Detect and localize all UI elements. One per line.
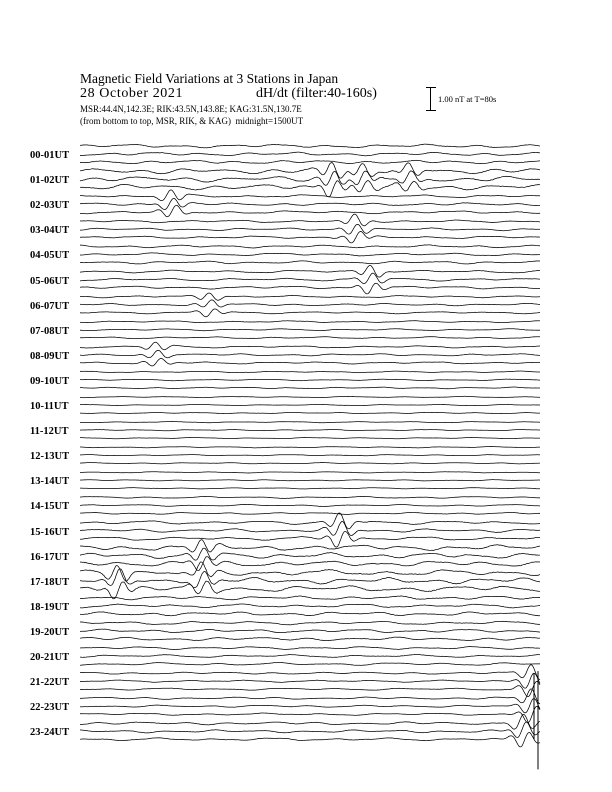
hour-label-18: 18-19UT [30,601,70,613]
trace-msr-12 [80,463,540,464]
trace-kag-3 [80,214,540,226]
trace-kag-19 [80,621,540,625]
trace-rik-12 [80,455,540,456]
trace-kag-5 [80,265,540,277]
hour-label-2: 02-03UT [30,200,70,212]
station-coordinates: MSR:44.4N,142.3E; RIK:43.5N,143.8E; KAG:31.5N,130.7E [80,104,302,114]
trace-kag-4 [80,245,540,248]
hour-label-10: 10-11UT [30,401,69,412]
trace-rik-20 [80,654,540,657]
trace-rik-6 [80,300,540,307]
trace-kag-15 [80,513,540,529]
trace-msr-7 [80,337,540,339]
trace-msr-0 [80,160,540,163]
trace-kag-10 [80,396,540,397]
trace-msr-21 [80,681,540,696]
trace-msr-10 [80,412,540,413]
stack-order-label: (from bottom to top, MSR, RIK, & KAG) [80,116,232,126]
trace-msr-14 [80,512,540,514]
trace-msr-16 [80,557,540,571]
trace-kag-13 [80,472,540,473]
hour-label-4: 04-05UT [30,250,70,262]
hour-label-21: 21-22UT [30,677,70,689]
trace-rik-14 [80,504,540,506]
trace-msr-22 [80,706,540,722]
trace-kag-6 [80,293,540,300]
trace-rik-4 [80,253,540,256]
trace-rik-2 [80,198,540,209]
hour-label-13: 13-14UT [30,476,70,488]
hour-label-16: 16-17UT [30,551,70,563]
trace-rik-0 [80,152,540,156]
hour-label-14: 14-15UT [30,501,70,513]
hour-label-22: 22-23UT [30,702,70,714]
trace-kag-7 [80,321,540,323]
trace-msr-18 [80,612,540,616]
trace-msr-11 [80,437,540,438]
hour-label-3: 03-04UT [30,225,70,237]
hour-label-5: 05-06UT [30,275,70,287]
trace-rik-1 [80,171,540,186]
trace-kag-2 [80,190,540,201]
trace-rik-15 [80,521,540,535]
trace-rik-9 [80,379,540,381]
trace-msr-20 [80,662,540,665]
trace-rik-7 [80,329,540,331]
trace-kag-1 [80,162,540,178]
chart-title: Magnetic Field Variations at 3 Stations in Japan [80,71,339,86]
trace-msr-17 [80,581,540,599]
trace-kag-12 [80,447,540,448]
trace-rik-10 [80,404,540,405]
date-label: 28 October 2021 [80,86,184,101]
trace-msr-23 [80,733,540,747]
hour-label-20: 20-21UT [30,652,70,663]
trace-rik-21 [80,673,540,688]
trace-rik-22 [80,698,540,713]
trace-msr-5 [80,283,540,294]
trace-kag-20 [80,647,540,650]
trace-msr-13 [80,488,540,489]
trace-kag-16 [80,540,540,552]
hour-label-8: 08-09UT [30,350,70,362]
hour-label-6: 06-07UT [30,300,70,312]
spike-trace [534,671,538,769]
trace-kag-14 [80,496,540,498]
trace-kag-11 [80,421,540,422]
hour-label-15: 15-16UT [30,526,70,538]
trace-rik-5 [80,273,540,284]
hour-label-12: 12-13UT [30,451,70,463]
trace-kag-23 [80,714,540,729]
trace-rik-13 [80,480,540,481]
trace-msr-15 [80,531,540,547]
hour-label-1: 01-02UT [30,175,70,187]
trace-kag-17 [80,562,540,581]
trace-rik-3 [80,224,540,234]
scale-label: 1.00 nT at T=80s [438,94,497,104]
trace-rik-18 [80,604,540,608]
trace-msr-9 [80,387,540,389]
trace-msr-6 [80,309,540,317]
hour-label-23: 23-24UT [30,727,70,739]
trace-msr-19 [80,637,540,641]
trace-kag-0 [80,144,540,148]
hour-label-9: 09-10UT [30,375,70,387]
hour-label-17: 17-18UT [30,576,70,588]
hour-label-11: 11-12UT [30,426,69,438]
trace-rik-11 [80,429,540,430]
trace-rik-19 [80,629,540,633]
trace-kag-21 [80,665,540,680]
hour-label-7: 07-08UT [30,325,70,337]
trace-kag-18 [80,596,540,600]
trace-msr-4 [80,261,540,264]
hour-label-19: 19-20UT [30,626,70,638]
midnight-label: midnight=1500UT [235,116,304,126]
trace-msr-2 [80,205,540,216]
trace-msr-3 [80,231,540,242]
hour-label-0: 00-01UT [30,150,70,161]
trace-rik-8 [80,350,540,357]
trace-kag-9 [80,371,540,373]
trace-msr-1 [80,181,540,197]
trace-msr-8 [80,358,540,366]
quantity-label: dH/dt (filter:40-160s) [256,86,377,101]
trace-kag-22 [80,689,540,704]
trace-kag-8 [80,342,540,350]
